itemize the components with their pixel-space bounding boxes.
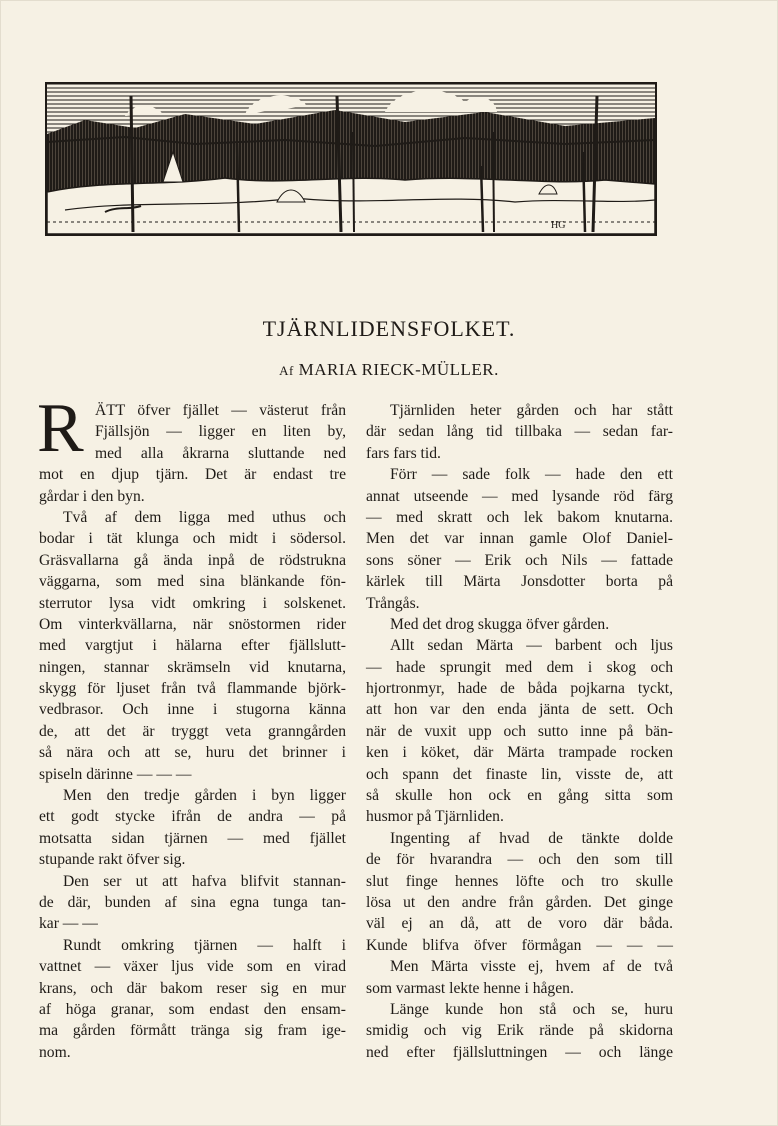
left-column-text-line: gårdar i den byn.: [39, 487, 145, 505]
left-column-text-line: Om vinterkvällarna, när snöstormen rider: [39, 615, 346, 633]
left-column-text-line: ma gården förmått tränga sig fram ige-: [39, 1022, 346, 1040]
right-column-text-line: Länge kunde hon stå och se, huru: [390, 1000, 673, 1018]
right-column-text-line: där sedan lång tid tillbaka — sedan far-: [366, 423, 673, 441]
left-column-text-line: Men den tredje gården i byn ligger: [63, 787, 346, 805]
right-column-text-line: lösa ut den andre från gården. Det ginge: [366, 893, 673, 911]
article-title: TJÄRNLIDENSFOLKET.: [262, 316, 516, 341]
right-column-text-line: Ingenting af hvad de tänkte dolde: [390, 829, 673, 847]
left-column-text-line: med vargtjut i hälarna efter fjällslutt-: [39, 637, 346, 655]
left-column-text-line: bodar i tät klunga och midt i södersol.: [39, 530, 346, 548]
right-column-text-line: — hade sprungit med dem i skog och: [366, 658, 673, 676]
left-column: [37, 390, 346, 1063]
right-column-text-line: Med det drog skugga öfver gården.: [390, 615, 610, 633]
illustration-monogram: HG: [551, 220, 566, 231]
right-column-text-line: att hon var den enda jänta de sett. Och: [366, 701, 673, 719]
right-column-text-line: när de vuxit upp och sutto inne på bän-: [366, 722, 673, 740]
right-column-text-line: Förr — sade folk — hade den ett: [390, 466, 673, 484]
left-column-text-line: Rundt omkring tjärnen — halft i: [63, 936, 346, 954]
right-column-text-line: slut finge hennes löfte och tro skulle: [366, 872, 673, 890]
byline: [0, 360, 778, 380]
left-column-text-line: skygg för ljuset från två flammande björk-: [39, 680, 346, 698]
right-column-text-line: Trångås.: [366, 594, 420, 612]
left-column-text-line: sterrutor lysa vidt omkring i solskenet.: [39, 594, 346, 612]
left-column-text-line: ningen, stannar skrämseln vid knutarna,: [39, 658, 346, 676]
right-column: [366, 400, 673, 1063]
right-column-text-line: kärlek till Märta Jonsdotter borta på: [366, 573, 673, 591]
right-column-text-line: och spann det finaste lin, visste de, att: [366, 765, 673, 783]
left-column-text-line: vattnet — växer ljus vide som en virad: [39, 958, 346, 976]
right-column-text-line: fars fars tid.: [366, 444, 441, 462]
header-illustration: [45, 82, 657, 236]
left-column-text-line: kar — —: [39, 915, 98, 933]
right-column-text-line: smidig och vig Erik rände på skidorna: [366, 1022, 673, 1040]
right-column-text-line: husmor på Tjärnliden.: [366, 808, 504, 826]
right-column-text-line: väl ej an då, att de voro där båda.: [366, 915, 673, 933]
left-column-text-line: mot en djup tjärn. Det är endast tre: [39, 466, 346, 484]
right-column-text-line: som varmast lekte henne i hågen.: [366, 979, 574, 997]
right-column-text-line: Men Märta visste ej, hvem af de två: [390, 958, 673, 976]
left-column-text-line: Fjällsjön — ligger en liten by,: [95, 423, 346, 441]
left-column-text-line: krans, och där bakom reser sig en mur: [39, 979, 346, 997]
right-column-text-line: — med skratt och lek bakom knutarna.: [366, 508, 673, 526]
left-column-text-line: stupande rakt öfver sig.: [39, 851, 186, 869]
left-column-text-line: af höga granar, som endast den ensam-: [39, 1000, 346, 1018]
left-column-text-line: spiseln därinne — — —: [39, 765, 192, 783]
right-column-text-line: sons söner — Erik och Nils — fattade: [366, 551, 673, 569]
author-name: MARIA RIECK-MÜLLER.: [298, 360, 499, 379]
left-column-text-line: de där, bunden af sina egna tunga tan-: [39, 893, 346, 911]
left-column-text-line: Två af dem ligga med uthus och: [63, 508, 346, 526]
right-column-text-line: ken i köket, där Märta trampade rocken: [366, 744, 673, 762]
left-column-text-line: nom.: [39, 1043, 71, 1061]
left-column-text-line: de, att det är tryggt veta granngården: [39, 722, 346, 740]
right-column-text-line: hjortronmyr, hade de båda pojkarna tyckt,: [366, 680, 673, 698]
right-column-text-line: Kunde blifva öfver förmågan — — —: [366, 936, 673, 954]
right-column-text-line: Men det var innan gamle Olof Daniel-: [366, 530, 673, 548]
right-column-text-line: Tjärnliden heter gården och har stått: [390, 402, 673, 419]
right-column-text-line: annat utseende — med lysande röd färg: [366, 487, 673, 505]
right-column-text-line: så skulle hon ock en gång sitta som: [366, 787, 673, 805]
right-column-text-line: ned efter fjällsluttningen — och länge: [366, 1043, 673, 1061]
right-column-text-line: Allt sedan Märta — barbent och ljus: [390, 637, 673, 655]
left-column-text-line: så nära och att se, huru det brinner i: [39, 744, 346, 762]
left-column-text-line: Den ser ut att hafva blifvit stannan-: [63, 872, 346, 890]
right-column-text-line: de för hvarandra — och den som till: [366, 851, 673, 869]
left-column-text-line: ett godt stycke ifrån de andra — på: [39, 808, 346, 826]
left-column-text-line: Gräsvallarna gå ända inpå de rödstrukna: [39, 551, 346, 569]
left-column-text-line: ÄTT öfver fjället — västerut från: [95, 402, 346, 419]
left-column-text-line: väggarna, som med sina blänkande fön-: [39, 573, 346, 591]
left-column-text-line: med alla åkrarna sluttande ned: [95, 444, 346, 462]
left-column-text-line: vedbrasor. Och inne i stugorna känna: [39, 701, 346, 719]
drop-cap: R: [37, 390, 84, 467]
byline-prefix: Af: [279, 363, 294, 378]
left-column-text-line: motsatta sidan tjärnen — med fjället: [39, 829, 346, 847]
